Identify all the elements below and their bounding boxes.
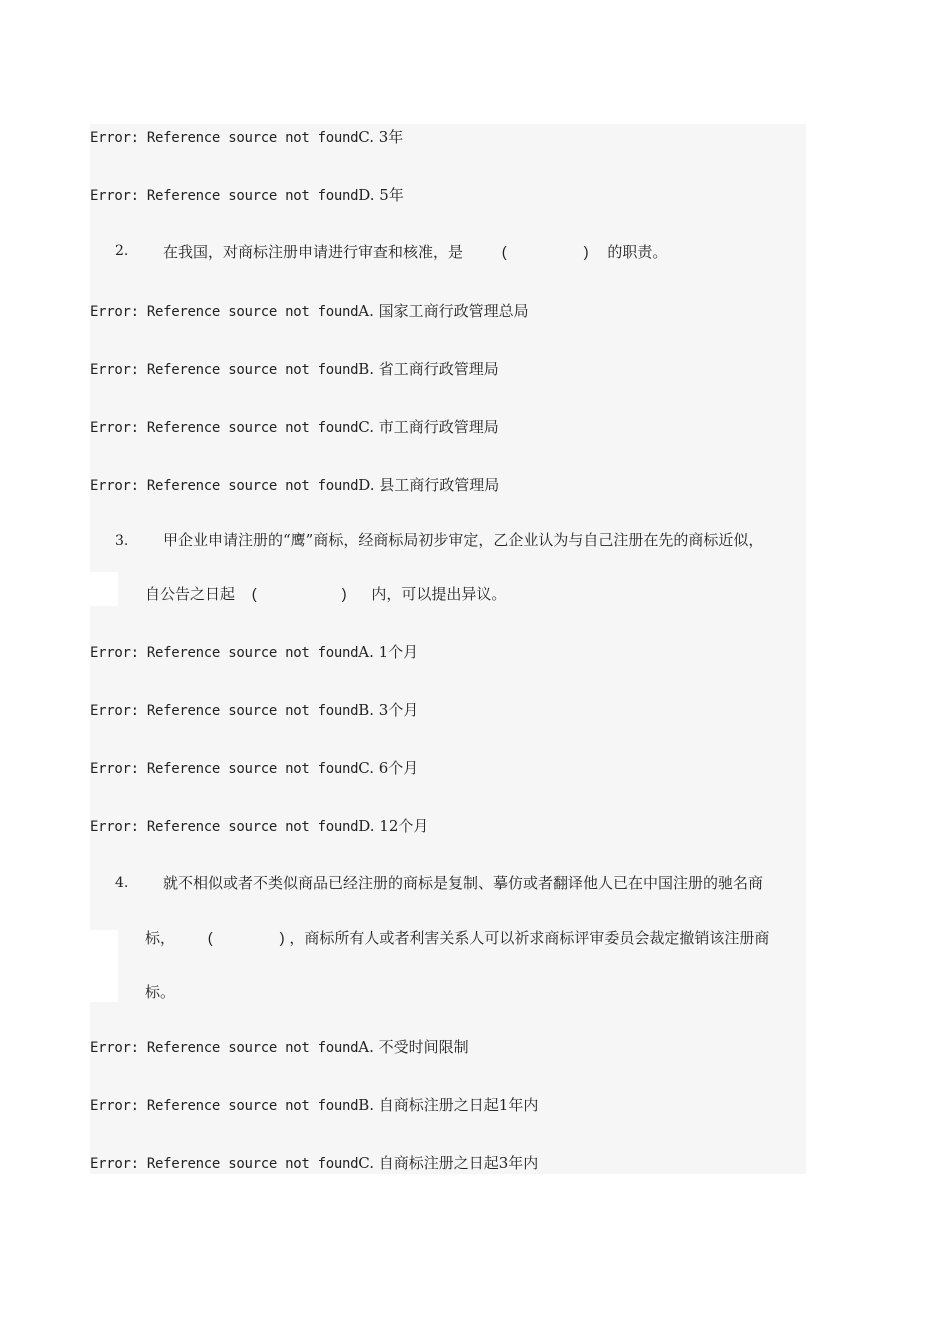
q4-stem-text: 标， <box>145 929 176 947</box>
q3-stem-end: 内，可以提出异议。 <box>371 585 507 603</box>
white-gap-q3 <box>90 572 118 606</box>
q4-option-b <box>90 1095 538 1116</box>
q2-option-a <box>90 301 529 322</box>
error-text: Error: Reference source not found <box>90 1098 359 1114</box>
error-text: Error: Reference source not found <box>90 362 359 378</box>
option-label: B. 3个月 <box>358 701 419 719</box>
q4-stem-line-3: 标。 <box>145 983 176 1001</box>
error-text: Error: Reference source not found <box>90 761 359 777</box>
error-text: Error: Reference source not found <box>90 645 359 661</box>
q4-stem-line-2 <box>145 928 769 949</box>
q3-option-d <box>90 816 428 837</box>
q3-option-c <box>90 758 418 779</box>
error-text: Error: Reference source not found <box>90 819 359 835</box>
q4-stem-end: ，商标所有人或者利害关系人可以祈求商标评审委员会裁定撤销该注册商 <box>289 929 770 947</box>
option-label: B. 自商标注册之日起1年内 <box>358 1096 539 1114</box>
option-label: C. 6个月 <box>358 759 419 777</box>
error-text: Error: Reference source not found <box>90 304 359 320</box>
error-text: Error: Reference source not found <box>90 703 359 719</box>
q4-option-a <box>90 1037 469 1058</box>
q2-option-b <box>90 359 499 380</box>
option-label: B. 省工商行政管理局 <box>358 360 499 378</box>
q1-option-c <box>90 127 403 148</box>
option-label: A. 1个月 <box>358 643 419 661</box>
q3-close-paren: ) <box>341 586 347 603</box>
q2-stem <box>163 242 667 263</box>
q3-open-paren: ( <box>251 586 257 603</box>
q4-option-c <box>90 1153 538 1174</box>
q3-stem-line-2 <box>145 584 506 605</box>
error-text: Error: Reference source not found <box>90 130 359 146</box>
q4-close-paren: ) <box>279 930 285 947</box>
q1-option-d <box>90 185 404 206</box>
option-label: C. 市工商行政管理局 <box>358 418 499 436</box>
option-label: D. 12个月 <box>358 817 429 835</box>
q2-option-c <box>90 417 499 438</box>
q2-number: 2. <box>115 243 129 259</box>
q3-stem-text: 自公告之日起 <box>145 585 236 603</box>
q3-option-a <box>90 642 418 663</box>
q4-number: 4. <box>115 875 129 891</box>
error-text: Error: Reference source not found <box>90 478 359 494</box>
q2-stem-text: 在我国，对商标注册申请进行审查和核准，是 <box>163 243 464 261</box>
q3-stem-line-1: 甲企业申请注册的“鹰”商标，经商标局初步审定，乙企业认为与自己注册在先的商标近似， <box>163 531 764 549</box>
q2-close-paren: ) <box>583 244 589 261</box>
error-text: Error: Reference source not found <box>90 188 359 204</box>
q2-open-paren: ( <box>501 244 507 261</box>
q2-stem-end: 的职责。 <box>607 243 668 261</box>
q2-option-d <box>90 475 499 496</box>
white-gap-q4 <box>90 930 118 1002</box>
option-label: A. 国家工商行政管理总局 <box>358 302 529 320</box>
q3-option-b <box>90 700 418 721</box>
option-label: D. 5年 <box>358 186 404 204</box>
option-label: D. 县工商行政管理局 <box>358 476 500 494</box>
option-label: C. 自商标注册之日起3年内 <box>358 1154 539 1172</box>
error-text: Error: Reference source not found <box>90 1156 359 1172</box>
error-text: Error: Reference source not found <box>90 420 359 436</box>
q3-number: 3. <box>115 533 129 549</box>
error-text: Error: Reference source not found <box>90 1040 359 1056</box>
q4-open-paren: ( <box>207 930 213 947</box>
option-label: A. 不受时间限制 <box>358 1038 469 1056</box>
q4-stem-line-1: 就不相似或者不类似商品已经注册的商标是复制、摹仿或者翻译他人已在中国注册的驰名商 <box>163 874 764 892</box>
option-label: C. 3年 <box>358 128 404 146</box>
